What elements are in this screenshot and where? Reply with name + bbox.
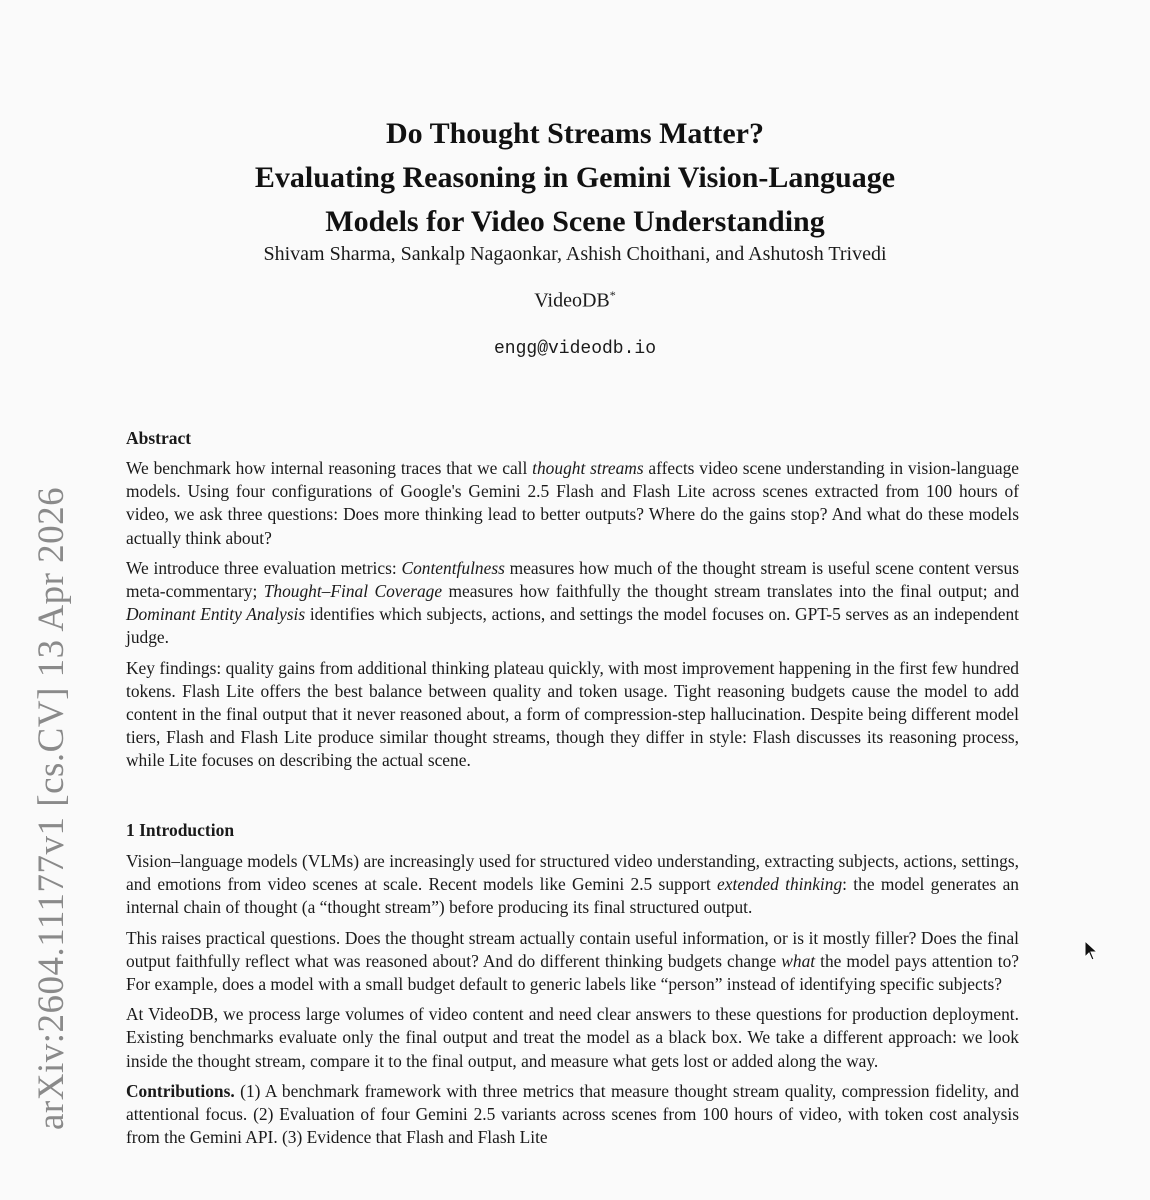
emphasis-what: what	[781, 950, 816, 971]
author-list: Shivam Sharma, Sankalp Nagaonkar, Ashish Choithani, and Ashutosh Trivedi	[263, 243, 887, 265]
title-line-1: Do Thought Streams Matter?	[385, 117, 765, 150]
contributions-label: Contributions.	[126, 1080, 235, 1101]
emphasis-dominant-entity: Dominant Entity Analysis	[126, 604, 306, 625]
mouse-pointer-icon	[1084, 940, 1098, 962]
intro-paragraph-1: Vision–language models (VLMs) are increasingly used for structured video understanding, extracting subjects, actions, settings, and emotions from video scenes at scale. Recent models like Gemini 2.5 support extended thinking: the model generates an internal chain of thought (a “thought stream”) before producing its final structured output.	[126, 851, 1020, 918]
introduction-heading: 1 Introduction	[126, 820, 235, 840]
intro-paragraph-4: Contributions. (1) A benchmark framework with three metrics that measure thought stream quality, compression fidelity, and attentional focus. (2) Evaluation of four Gemini 2.5 variants across scenes from 100 hours of video, with token cost analysis from the Gemini API. (3) Evidence that Flash and Flash Lite	[126, 1080, 1019, 1148]
contact-email: engg@videodb.io	[493, 339, 657, 359]
abstract-body	[126, 457, 1019, 773]
emphasis-contentfulness: Contentfulness	[401, 557, 505, 578]
intro-paragraph-3: At VideoDB, we process large volumes of video content and need clear answers to these questions for production deployment. Existing benchmarks evaluate only the final output and treat the model as a black box. We take a different approach: we look inside the thought stream, compare it to the final output, and measure what gets lost or added along the way.	[126, 1004, 1019, 1071]
abstract-heading: Abstract	[126, 428, 192, 448]
abstract-paragraph-3: Key findings: quality gains from additional thinking plateau quickly, with most improvement happening in the first few hundred tokens. Flash Lite offers the best balance between quality and token usage. Tight reasoning budgets cause the model to add content in the final output that it never reasoned about, a form of compression-step hallucination. Despite being different model tiers, Flash and Flash Lite produce similar thought streams, though they differ in style: Flash discusses its reasoning process, while Lite focuses on describing the actual scene.	[126, 657, 1019, 771]
abstract-paragraph-1: We benchmark how internal reasoning traces that we call thought streams affects video scene understanding in vision-language models. Using four configurations of Google's Gemini 2.5 Flash and Flash Lite across scenes extracted from 100 hours of video, we ask three questions: Does more thinking lead to better outputs? Where do the gains stop? And what do these models actually think about?	[126, 458, 1019, 548]
emphasis-extended-thinking: extended thinking	[717, 874, 843, 895]
title-line-2: Evaluating Reasoning in Gemini Vision-Language	[254, 161, 896, 194]
arxiv-identifier: arXiv:2604.11177v1 [cs.CV] 13 Apr 2026	[31, 486, 72, 1130]
affiliation	[0, 288, 1150, 313]
emphasis-coverage: Thought–Final Coverage	[263, 581, 443, 602]
affiliation-name: VideoDB	[534, 289, 610, 312]
affiliation-footnote-mark: *	[609, 288, 616, 302]
introduction-body	[126, 850, 1019, 1149]
paper-title	[0, 112, 1150, 244]
abstract-paragraph-2: We introduce three evaluation metrics: Contentfulness measures how much of the thought stream is useful scene content versus meta-commentary; Thought–Final Coverage measures how faithfully the thought stream translates into the final output; and Dominant Entity Analysis identifies which subjects, actions, and settings the model focuses on. GPT-5 serves as an independent judge.	[126, 557, 1020, 648]
intro-paragraph-2: This raises practical questions. Does the thought stream actually contain useful information, or is it mostly filler? Does the final output faithfully reflect what was reasoned about? And do different thinking budgets change what the model pays attention to? For example, does a model with a small budget default to generic labels like “person” instead of identifying specific subjects?	[126, 927, 1019, 995]
title-line-3: Models for Video Scene Understanding	[325, 205, 825, 238]
emphasis-thought-streams: thought streams	[532, 458, 644, 478]
